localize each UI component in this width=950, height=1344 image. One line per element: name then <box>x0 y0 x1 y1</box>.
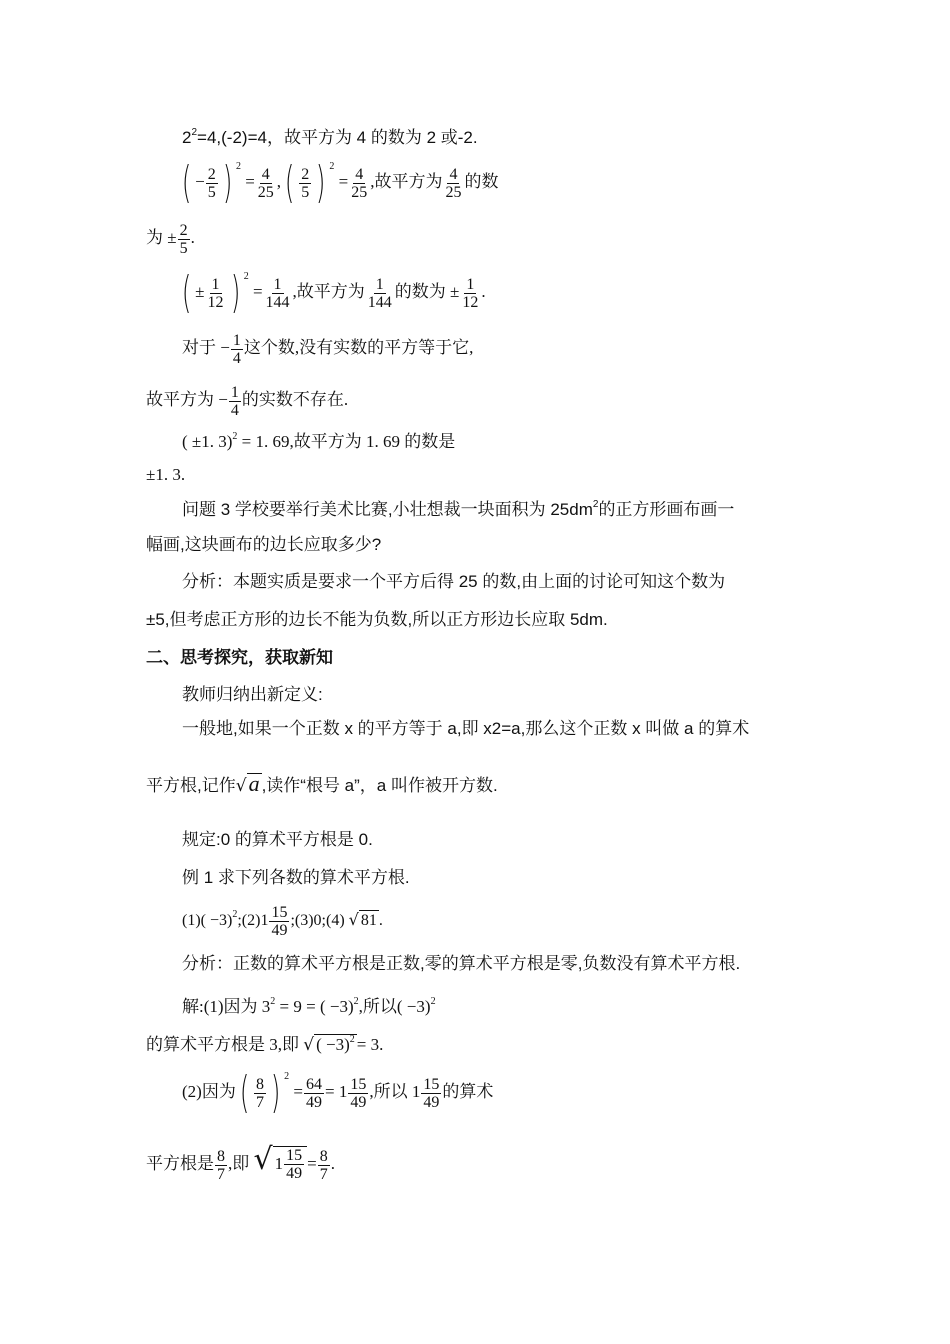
solution-2-line-2: 平方根是 $\frac{8}{7}$ ,即 √ 1 $\frac{15}{49}$ = $\frac{8}{7}$ . <box>146 1142 335 1183</box>
example-1-title: 例 1 求下列各数的算术平方根. <box>182 868 410 887</box>
analysis-1-line-2: ±5,但考虑正方形的边长不能为负数,所以正方形边长应取 5dm. <box>146 610 608 629</box>
teacher-definition-intro: 教师归纳出新定义: <box>182 685 323 704</box>
line-square-two-fifths: ( − $\frac{2}{5}$ ) $^2$ = $\frac{4}{25}$ ,( $\frac{2}{5}$ ) $^2$ = $\frac{4}{25}$ ,故平方为 $\frac{4}{25}$ 的数 <box>181 157 499 209</box>
line-answer-two-fifths: 为 ± $\frac{2}{5}$ . <box>146 221 195 257</box>
example-1-items: $(1)( -3)^2;(2)1$ $\frac{15}{49}$ ;(3)0;(4) √ 81 . <box>182 903 383 939</box>
rule-zero: 规定:0 的算术平方根是 0. <box>182 830 373 849</box>
solution-2-line-1: (2)因为( $\frac{8}{7}$ ) $^2$ = $\frac{64}{49}$ = 1 $\frac{15}{49}$ ,所以 1 $\frac{15}{49}$ 的算术 <box>182 1067 494 1119</box>
problem-3-line-1: 问题 3 学校要举行美术比赛,小壮想裁一块面积为 $25dm^2$的正方形画布画一 <box>182 499 735 519</box>
definition-line-2: 平方根,记作√a ,读作“根号 a”，a 叫作被开方数. <box>146 771 498 796</box>
line-square-one-twelfth: ( ± $\frac{1}{12}$ ) $^2$ = $\frac{1}{144}$ ,故平方为 $\frac{1}{144}$ 的数为 ± $\frac{1}{12}$ . <box>181 267 486 319</box>
analysis-2: 分析：正数的算术平方根是正数,零的算术平方根是零,负数没有算术平方根. <box>182 954 741 973</box>
solution-1-line-2: 的算术平方根是 3,即 √ ( −3)$^2$ = 3. <box>146 1034 384 1055</box>
solution-1-line-1: 解:(1)因为 $3^2 = 9$ = ( −3)$^2$,所以( −3)$^2$ <box>182 996 436 1016</box>
section-heading: 二、思考探究，获取新知 <box>146 648 333 667</box>
line-negative-quarter: 对于 − $\frac{1}{4}$ 这个数,没有实数的平方等于它, <box>182 331 474 367</box>
line-no-real-number: 故平方为 − $\frac{1}{4}$ 的实数不存在. <box>146 383 349 419</box>
line-answer-1-3: ±1. 3. <box>146 465 186 484</box>
line-square-1-3: ( ±1. 3)$^2$ = 1. 69,故平方为 1. 69 的数是 <box>182 431 456 451</box>
definition-line-1: 一般地,如果一个正数 x 的平方等于 a,即 x2=a,那么这个正数 x 叫做 a 的算术 <box>182 719 750 738</box>
problem-3-line-2: 幅画,这块画布的边长应取多少? <box>146 535 382 554</box>
line-square-of-2: $2^2=4,(-2)=4$，故平方为 4 的数为 2 或-2. <box>182 127 478 147</box>
analysis-1-line-1: 分析：本题实质是要求一个平方后得 25 的数,由上面的讨论可知这个数为 <box>182 572 726 591</box>
